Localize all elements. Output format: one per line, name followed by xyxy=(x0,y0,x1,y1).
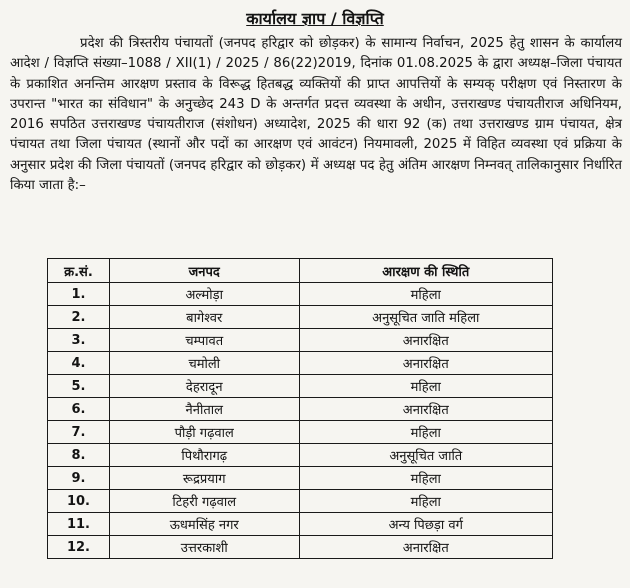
row-reservation-status: अन्य पिछड़ा वर्ग xyxy=(299,513,552,536)
row-serial: 2. xyxy=(48,306,110,329)
row-reservation-status: महिला xyxy=(299,421,552,444)
row-serial: 4. xyxy=(48,352,110,375)
row-district: उत्तरकाशी xyxy=(109,536,299,559)
row-serial: 9. xyxy=(48,467,110,490)
row-serial: 11. xyxy=(48,513,110,536)
row-serial: 5. xyxy=(48,375,110,398)
table-header-row xyxy=(48,259,553,283)
table-row xyxy=(48,536,553,559)
table-row xyxy=(48,375,553,398)
row-reservation-status: अनारक्षित xyxy=(299,398,552,421)
row-district: टिहरी गढ़वाल xyxy=(109,490,299,513)
row-serial: 12. xyxy=(48,536,110,559)
table-row xyxy=(48,306,553,329)
row-reservation-status: अनुसूचित जाति महिला xyxy=(299,306,552,329)
row-serial: 6. xyxy=(48,398,110,421)
table-row xyxy=(48,398,553,421)
header-reservation-status: आरक्षण की स्थिति xyxy=(299,259,552,283)
row-district: नैनीताल xyxy=(109,398,299,421)
table-row xyxy=(48,444,553,467)
row-serial: 10. xyxy=(48,490,110,513)
row-district: देहरादून xyxy=(109,375,299,398)
row-district: अल्मोड़ा xyxy=(109,283,299,306)
table-row xyxy=(48,421,553,444)
row-reservation-status: अनारक्षित xyxy=(299,536,552,559)
row-district: बागेश्वर xyxy=(109,306,299,329)
row-reservation-status: महिला xyxy=(299,490,552,513)
order-paragraph: प्रदेश की त्रिस्तरीय पंचायतों (जनपद हरिद्वार को छोड़कर) के सामान्य निर्वाचन, 2025 हेतु शासन के कार्यालय आदेश / विज्ञप्ति संख्या–1088 / XII(1) / 2025 / 86(22)2019, दिनांक 01.08.2025 के द्वारा अध्यक्ष–जिला पंचायत के प्रकाशित अनन्तिम आरक्षण प्रस्ताव के विरूद्ध हितबद्ध व्यक्तियों की प्राप्त आपत्तियों के सम्यक् परीक्षण एवं निस्तारण के उपरान्त "भारत का संविधान" के अनुच्छेद 243 D के अन्तर्गत प्रदत्त व्यवस्था के अधीन, उत्तराखण्ड पंचायतीराज अधिनियम, 2016 सपठित उत्तराखण्ड पंचायतीराज (संशोधन) अध्यादेश, 2025 की धारा 92 (क) तथा उत्तराखण्ड ग्राम पंचायत, क्षेत्र पंचायत तथा जिला पंचायत (स्थानों और पदों का आरक्षण एवं आवंटन) नियमावली, 2025 में विहित व्यवस्था एवं प्रक्रिया के अनुसार प्रदेश की जिला पंचायतों (जनपद हरिद्वार को छोड़कर) में अध्यक्ष पद हेतु अंतिम आरक्षण निम्नवत् तालिकानुसार निर्धारित किया जाता है:– xyxy=(10,36,622,194)
row-district: चम्पावत xyxy=(109,329,299,352)
row-district: पौड़ी गढ़वाल xyxy=(109,421,299,444)
table-row xyxy=(48,513,553,536)
table-row xyxy=(48,352,553,375)
document-title: कार्यालय ज्ञाप / विज्ञप्ति xyxy=(246,9,384,28)
row-district: पिथौरागढ़ xyxy=(109,444,299,467)
row-district: रूद्रप्रयाग xyxy=(109,467,299,490)
table-row xyxy=(48,283,553,306)
table-row xyxy=(48,490,553,513)
reservation-table xyxy=(47,258,553,559)
row-serial: 7. xyxy=(48,421,110,444)
row-reservation-status: महिला xyxy=(299,283,552,306)
row-district: चमोली xyxy=(109,352,299,375)
row-reservation-status: अनारक्षित xyxy=(299,352,552,375)
table-row xyxy=(48,329,553,352)
row-reservation-status: महिला xyxy=(299,467,552,490)
row-serial: 3. xyxy=(48,329,110,352)
row-district: ऊधमसिंह नगर xyxy=(109,513,299,536)
header-serial: क्र.सं. xyxy=(48,259,110,283)
row-serial: 8. xyxy=(48,444,110,467)
table-row xyxy=(48,467,553,490)
row-reservation-status: अनारक्षित xyxy=(299,329,552,352)
row-reservation-status: अनुसूचित जाति xyxy=(299,444,552,467)
header-district: जनपद xyxy=(109,259,299,283)
row-serial: 1. xyxy=(48,283,110,306)
row-reservation-status: महिला xyxy=(299,375,552,398)
